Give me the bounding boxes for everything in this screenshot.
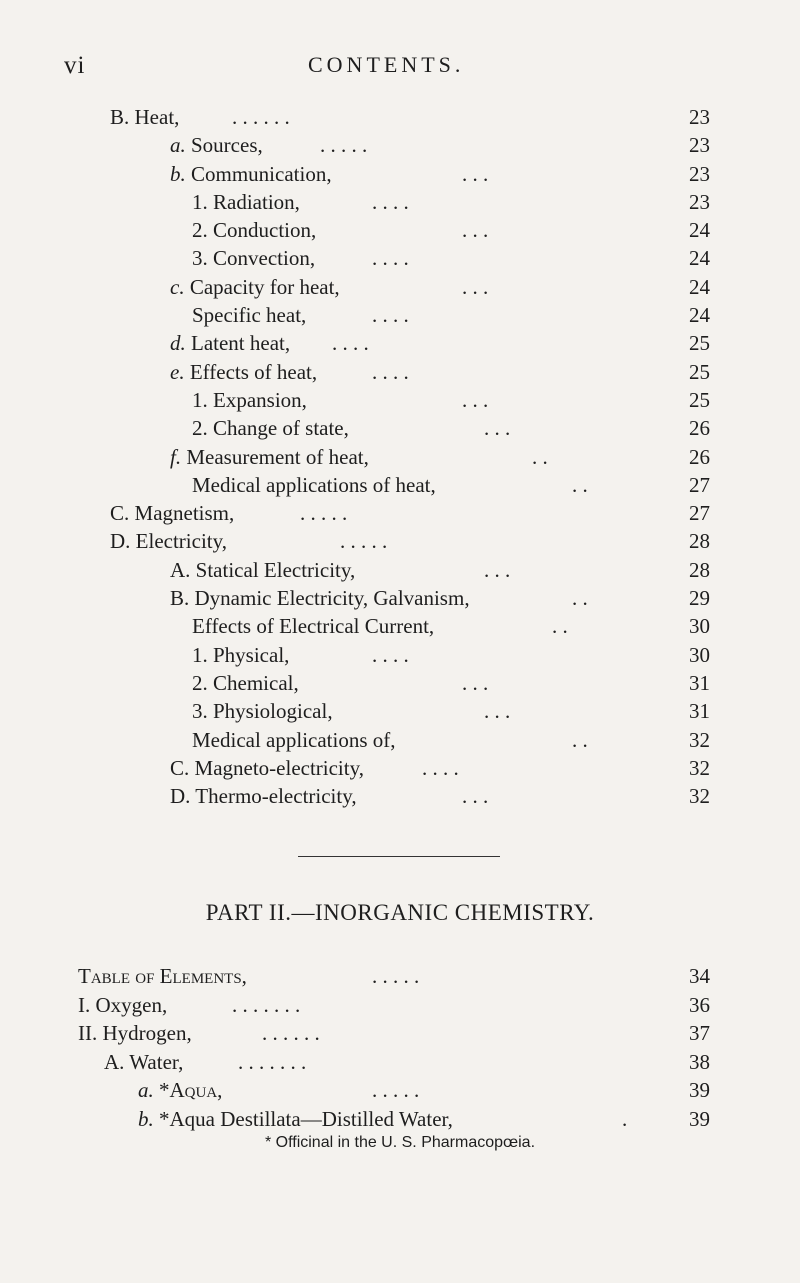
- entry-prefix: D.: [170, 784, 191, 809]
- toc-entry: [0, 414, 800, 442]
- dot-leaders: . . . . .: [300, 501, 348, 526]
- toc-entry: [0, 103, 800, 131]
- dot-leaders: . . .: [462, 670, 489, 695]
- entry-label: Specific heat,: [192, 303, 307, 328]
- entry-label: Magneto-electricity,: [194, 755, 364, 780]
- entry-label: Effects of heat,: [189, 359, 318, 384]
- entry-label: Physical,: [213, 642, 290, 667]
- entry-page: 30: [689, 642, 710, 667]
- entry-label: Water,: [129, 1049, 184, 1074]
- part-heading: PART II.—INORGANIC CHEMISTRY.: [205, 900, 595, 925]
- entry-label: Measurement of heat,: [186, 444, 369, 469]
- entry-label: Magnetism,: [134, 501, 235, 526]
- dot-leaders: . . . .: [332, 331, 369, 356]
- entry-page: 25: [689, 331, 710, 356]
- entry-label: Medical applications of,: [192, 727, 396, 752]
- toc-entry: [0, 358, 800, 386]
- dot-leaders: . . . . . . .: [238, 1049, 307, 1074]
- entry-page: 32: [689, 784, 710, 809]
- entry-page: 23: [689, 133, 710, 158]
- toc-entry: [0, 782, 800, 810]
- entry-page: 23: [689, 189, 710, 214]
- dot-leaders: . . . .: [372, 246, 409, 271]
- dot-leaders: . . . . . .: [262, 1021, 320, 1045]
- entry-prefix: c.: [170, 274, 185, 299]
- entry-label: *Aqua,: [159, 1078, 223, 1102]
- entry-page: 37: [689, 1021, 710, 1045]
- dot-leaders: . . . . . .: [232, 105, 290, 129]
- entry-page: 28: [689, 529, 710, 554]
- dot-leaders: . . . .: [372, 642, 409, 667]
- toc-entry: [0, 244, 800, 272]
- entry-label: Medical applications of heat,: [192, 472, 436, 497]
- entry-page: 34: [689, 964, 710, 988]
- entry-page: 23: [689, 161, 710, 186]
- dot-leaders: . . .: [462, 218, 489, 243]
- entry-prefix: b.: [138, 1106, 154, 1131]
- entry-prefix: I.: [78, 992, 91, 1017]
- entry-page: 27: [689, 501, 710, 526]
- entry-prefix: A.: [170, 557, 191, 582]
- dot-leaders: . . .: [462, 161, 489, 186]
- entry-label: Chemical,: [213, 670, 299, 695]
- entry-prefix: f.: [170, 444, 182, 469]
- entry-prefix: a.: [138, 1078, 154, 1102]
- entry-label: Dynamic Electricity, Galvanism,: [194, 586, 470, 611]
- entry-page: 29: [689, 586, 710, 611]
- dot-leaders: . . .: [484, 416, 511, 441]
- toc-entry: [0, 273, 800, 301]
- entry-page: 30: [689, 614, 710, 639]
- entry-prefix: 2.: [192, 218, 208, 243]
- entry-prefix: A.: [104, 1049, 125, 1074]
- toc-entry: [0, 641, 800, 669]
- entry-prefix: 3.: [192, 246, 208, 271]
- entry-label: Expansion,: [213, 387, 307, 412]
- toc-entry: [0, 612, 800, 640]
- entry-page: 23: [689, 105, 710, 129]
- entry-page: 31: [689, 699, 710, 724]
- entry-page: 24: [689, 218, 710, 243]
- contents-list-part-two: [0, 962, 800, 1133]
- page-header: [0, 52, 800, 82]
- entry-page: 24: [689, 274, 710, 299]
- entry-label: Communication,: [191, 161, 332, 186]
- toc-entry: [0, 216, 800, 244]
- entry-label: Convection,: [213, 246, 316, 271]
- dot-leaders: . . .: [462, 387, 489, 412]
- entry-page: 25: [689, 359, 710, 384]
- toc-entry: [0, 471, 800, 499]
- dot-leaders: . . .: [462, 784, 489, 809]
- dot-leaders: . . . . . . .: [232, 992, 301, 1017]
- toc-entry: [0, 1076, 800, 1105]
- entry-prefix: 1.: [192, 387, 208, 412]
- dot-leaders: . .: [572, 727, 588, 752]
- entry-label: Physiological,: [213, 699, 333, 724]
- entry-label: Table of Elements,: [78, 964, 247, 988]
- entry-label: Statical Electricity,: [195, 557, 356, 582]
- entry-prefix: 1.: [192, 642, 208, 667]
- entry-label: *Aqua Destillata—Distilled Water,: [159, 1106, 453, 1131]
- entry-page: 26: [689, 444, 710, 469]
- section-divider: [298, 856, 500, 857]
- entry-page: 31: [689, 670, 710, 695]
- entry-label: Electricity,: [135, 529, 228, 554]
- entry-label: Change of state,: [213, 416, 349, 441]
- entry-label: Hydrogen,: [102, 1021, 192, 1045]
- toc-entry: [0, 160, 800, 188]
- contents-list-part-one: [0, 103, 800, 810]
- dot-leaders: . .: [532, 444, 548, 469]
- entry-label: Oxygen,: [95, 992, 168, 1017]
- entry-prefix: 1.: [192, 189, 208, 214]
- entry-page: 39: [689, 1078, 710, 1102]
- dot-leaders: . .: [572, 472, 588, 497]
- entry-label: Radiation,: [213, 189, 300, 214]
- running-title: CONTENTS.: [308, 52, 465, 77]
- footnote: * Officinal in the U. S. Pharmacopœia.: [264, 1134, 536, 1151]
- entry-prefix: II.: [78, 1021, 98, 1045]
- toc-entry: [0, 669, 800, 697]
- entry-prefix: b.: [170, 161, 186, 186]
- toc-entry: [0, 188, 800, 216]
- toc-entry: [0, 556, 800, 584]
- toc-entry: [0, 329, 800, 357]
- toc-entry: [0, 697, 800, 725]
- entry-page: 32: [689, 755, 710, 780]
- entry-label: Conduction,: [213, 218, 317, 243]
- dot-leaders: . . . .: [372, 359, 409, 384]
- dot-leaders: . . . . .: [372, 964, 420, 988]
- entry-page: 28: [689, 557, 710, 582]
- entry-page: 38: [689, 1049, 710, 1074]
- entry-page: 32: [689, 727, 710, 752]
- dot-leaders: .: [622, 1106, 628, 1131]
- dot-leaders: . . . . .: [320, 133, 368, 158]
- dot-leaders: . .: [552, 614, 568, 639]
- toc-entry: [0, 301, 800, 329]
- entry-page: 24: [689, 303, 710, 328]
- entry-label: Latent heat,: [191, 331, 291, 356]
- dot-leaders: . .: [572, 586, 588, 611]
- toc-entry: [0, 1019, 800, 1048]
- entry-prefix: C.: [170, 755, 190, 780]
- entry-label: Effects of Electrical Current,: [192, 614, 435, 639]
- entry-prefix: D.: [110, 529, 131, 554]
- entry-prefix: B.: [110, 105, 130, 129]
- entry-label: Sources,: [191, 133, 263, 158]
- entry-prefix: 3.: [192, 699, 208, 724]
- toc-entry: [0, 131, 800, 159]
- toc-entry: [0, 754, 800, 782]
- entry-page: 39: [689, 1106, 710, 1131]
- entry-prefix: d.: [170, 331, 186, 356]
- entry-page: 24: [689, 246, 710, 271]
- entry-label: Heat,: [134, 105, 180, 129]
- toc-entry: [0, 962, 800, 991]
- entry-prefix: 2.: [192, 670, 208, 695]
- toc-entry: [0, 386, 800, 414]
- entry-label: Capacity for heat,: [189, 274, 340, 299]
- dot-leaders: . . . . .: [340, 529, 388, 554]
- entry-page: 36: [689, 992, 710, 1017]
- entry-page: 26: [689, 416, 710, 441]
- dot-leaders: . . .: [484, 557, 511, 582]
- entry-prefix: C.: [110, 501, 130, 526]
- entry-page: 27: [689, 472, 710, 497]
- toc-entry: [0, 584, 800, 612]
- entry-label: Thermo-electricity,: [195, 784, 357, 809]
- entry-prefix: a.: [170, 133, 186, 158]
- toc-entry: [0, 1105, 800, 1134]
- entry-prefix: e.: [170, 359, 185, 384]
- toc-entry: [0, 1048, 800, 1077]
- entry-prefix: B.: [170, 586, 190, 611]
- dot-leaders: . . . . .: [372, 1078, 420, 1102]
- dot-leaders: . . . .: [422, 755, 459, 780]
- dot-leaders: . . .: [484, 699, 511, 724]
- toc-entry: [0, 499, 800, 527]
- toc-entry: [0, 991, 800, 1020]
- toc-entry: [0, 443, 800, 471]
- toc-entry: [0, 527, 800, 555]
- page-number: vi: [64, 52, 86, 79]
- entry-prefix: 2.: [192, 416, 208, 441]
- dot-leaders: . . . .: [372, 303, 409, 328]
- entry-page: 25: [689, 387, 710, 412]
- toc-entry: [0, 726, 800, 754]
- dot-leaders: . . . .: [372, 189, 409, 214]
- dot-leaders: . . .: [462, 274, 489, 299]
